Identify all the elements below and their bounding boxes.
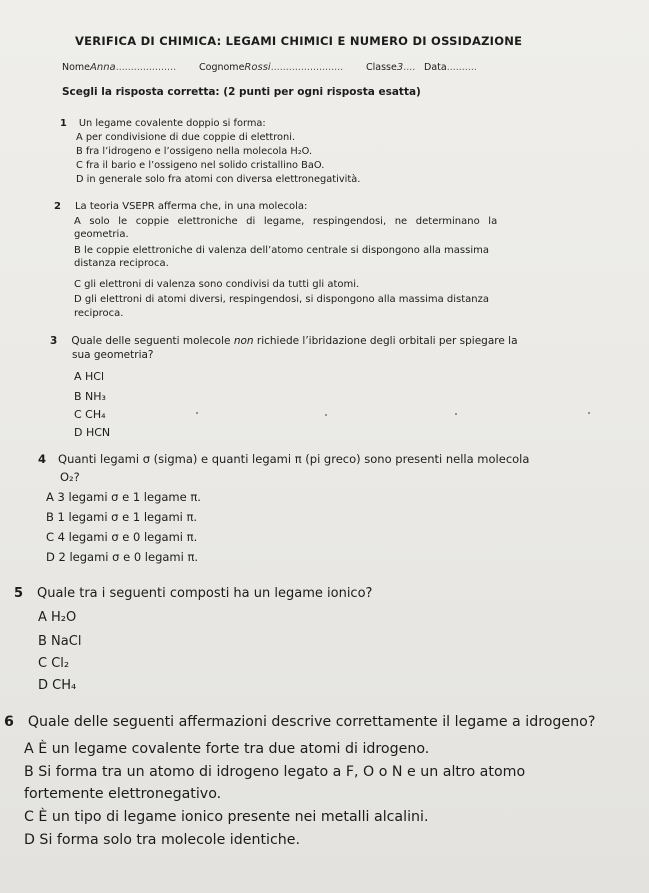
question-text-continued: O₂? xyxy=(60,470,80,484)
answer-option-continued: distanza reciproca. xyxy=(74,258,169,269)
question-number: 1 xyxy=(60,118,67,129)
answer-option: A solo le coppie elettroniche di legame, respingendosi, ne determinano la xyxy=(74,216,498,227)
question-text: Un legame covalente doppio si forma: xyxy=(78,118,266,129)
answer-option: B fra l’idrogeno e l’ossigeno nella molecola H₂O. xyxy=(76,146,313,157)
answer-option: C CH₄ xyxy=(74,408,106,421)
answer-option: D Si forma solo tra molecole identiche. xyxy=(24,832,301,848)
classe-field xyxy=(366,62,415,73)
question-text-part-2: richiede l’ibridazione degli orbitali per spiegare la xyxy=(253,335,518,347)
answer-option: D HCN xyxy=(74,426,111,439)
data-label: Data xyxy=(424,62,447,73)
page-title: VERIFICA DI CHIMICA: LEGAMI CHIMICI E NUMERO DI OSSIDAZIONE xyxy=(75,34,523,48)
question-text: Quanti legami σ (sigma) e quanti legami π (pi greco) sono presenti nella molecola xyxy=(58,452,530,466)
answer-option: B NH₃ xyxy=(74,390,106,403)
nome-value: Anna xyxy=(90,62,116,73)
answer-option: A 3 legami σ e 1 legame π. xyxy=(46,490,201,504)
answer-option: D gli elettroni di atomi diversi, respingendosi, si dispongono alla massima distanza xyxy=(74,294,489,305)
paper-speck xyxy=(588,412,590,414)
cognome-value: Rossi xyxy=(244,62,271,73)
answer-option: B NaCl xyxy=(38,634,82,649)
question-text-emphasis: non xyxy=(233,335,254,347)
question-text: La teoria VSEPR afferma che, in una molecola: xyxy=(74,201,308,212)
paper-speck xyxy=(196,412,198,414)
answer-option: A per condivisione di due coppie di elettroni. xyxy=(76,132,296,143)
question-number: 4 xyxy=(38,452,47,466)
answer-option: B Si forma tra un atomo di idrogeno legato a F, O o N e un altro atomo xyxy=(24,764,526,780)
nome-label: Nome xyxy=(62,62,91,73)
question-number: 3 xyxy=(50,335,58,347)
question-text: Quale delle seguenti affermazioni descrive correttamente il legame a idrogeno? xyxy=(27,714,596,730)
answer-option: D CH₄ xyxy=(38,678,77,693)
instructions: Scegli la risposta corretta: (2 punti per ogni risposta esatta) xyxy=(62,86,421,98)
cognome-dots: ........................ xyxy=(270,62,344,73)
answer-option: C Cl₂ xyxy=(38,656,70,671)
cognome-label: Cognome xyxy=(199,62,245,73)
answer-option: C fra il bario e l’ossigeno nel solido cristallino BaO. xyxy=(76,160,325,171)
classe-value: 3 xyxy=(396,62,404,73)
classe-dots: .... xyxy=(403,62,416,73)
answer-option: A H₂O xyxy=(38,610,77,625)
answer-option-continued: geometria. xyxy=(74,229,129,240)
nome-dots: .................... xyxy=(115,62,177,73)
answer-option: C gli elettroni di valenza sono condivisi da tutti gli atomi. xyxy=(74,279,360,290)
answer-option: B 1 legami σ e 1 legami π. xyxy=(46,510,198,524)
answer-option: D 2 legami σ e 0 legami π. xyxy=(46,550,199,564)
answer-option: C È un tipo di legame ionico presente nei metalli alcalini. xyxy=(24,809,429,825)
answer-option: A HCl xyxy=(74,370,105,383)
answer-option: B le coppie elettroniche di valenza dell’atomo centrale si dispongono alla massima xyxy=(74,245,489,256)
question-text-part-1: Quale delle seguenti molecole xyxy=(71,335,234,347)
paper-speck xyxy=(325,414,327,416)
answer-option: C 4 legami σ e 0 legami π. xyxy=(46,530,198,544)
classe-label: Classe xyxy=(366,62,397,73)
question-text-continued: sua geometria? xyxy=(72,349,154,361)
question-number: 6 xyxy=(4,714,14,730)
question-text: Quale tra i seguenti composti ha un legame ionico? xyxy=(37,586,373,601)
answer-option: D in generale solo fra atomi con diversa elettronegatività. xyxy=(76,174,361,185)
paper-speck xyxy=(455,413,457,415)
answer-option-continued: fortemente elettronegativo. xyxy=(24,786,222,802)
question-number: 2 xyxy=(54,201,61,212)
nome-field xyxy=(62,62,176,73)
answer-option: A È un legame covalente forte tra due atomi di idrogeno. xyxy=(24,741,430,757)
cognome-field xyxy=(199,62,343,73)
question-number: 5 xyxy=(14,586,24,601)
data-field xyxy=(424,62,477,73)
data-dots: .......... xyxy=(446,62,477,73)
answer-option-continued: reciproca. xyxy=(74,308,124,319)
